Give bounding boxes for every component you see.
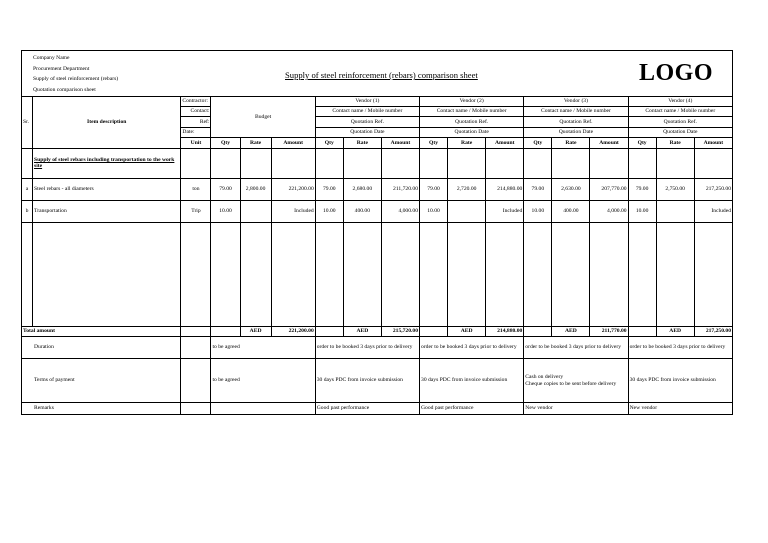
filler [315,327,343,337]
filler [271,149,315,179]
vendor-3-qty: 79.00 [524,179,552,201]
table-row [22,179,733,201]
payment-row [22,359,733,403]
logo: LOGO [639,60,714,86]
vendor-4-qty: 79.00 [628,179,656,201]
budget-qty: 79.00 [211,179,240,201]
filler [240,223,271,327]
vendor-3-date: Quotation Date [524,128,628,138]
vendor-3-total: 211,770.00 [590,327,628,337]
vendor-3-currency: AED [552,327,590,337]
budget-qty-header: Qty [211,138,240,149]
filler [694,223,732,327]
filler [181,149,211,179]
remarks-row [22,403,733,415]
sheet-header [21,50,733,96]
vendor-3-rate-header: Rate [552,138,590,149]
budget-remarks [211,403,315,415]
vendor-3-payment: Cash on delivery Cheque copies to be sent before delivery [524,359,628,403]
vendor-1-rate-header: Rate [343,138,381,149]
filler [420,327,448,337]
budget-currency: AED [240,327,271,337]
duration-row [22,337,733,359]
contact-label: Contact: [181,107,211,117]
vendor-1-name: Vendor (1) [315,97,419,107]
vendor-3-qty: 10.00 [524,201,552,223]
filler [656,223,694,327]
vendor-4-remarks: New vendor [628,403,732,415]
vendor-2-duration: order to be booked 3 days prior to delivery [420,337,524,359]
payment-label: Terms of payment [22,359,181,403]
vendor-3-name: Vendor (3) [524,97,628,107]
filler [181,223,211,327]
vendor-4-name: Vendor (4) [628,97,732,107]
sr-cell-low [22,128,33,138]
section-title: Supply of steel rebars including transportation to the work site [33,149,181,179]
vendor-4-qty-header: Qty [628,138,656,149]
comparison-table [21,96,733,415]
section-sr [22,149,33,179]
vendor-4-amount: 217,250.00 [694,179,732,201]
filler [590,223,628,327]
filler [524,327,552,337]
item-sr: a [22,179,33,201]
table-row [22,201,733,223]
vendor-2-total: 214,880.00 [486,327,524,337]
desc-cell-mid [33,107,181,117]
vendor-4-contact: Contact name / Mobile number [628,107,732,117]
filler [524,149,552,179]
desc-cell-low [33,128,181,138]
budget-amount-header: Amount [271,138,315,149]
filler [420,223,448,327]
vendor-1-date: Quotation Date [315,128,419,138]
vendor-4-rate: 2,750.00 [656,179,694,201]
vendor-1-amount: 4,000.00 [381,201,419,223]
filler [486,149,524,179]
filler [211,327,240,337]
filler [656,149,694,179]
budget-amount: 221,200.00 [271,179,315,201]
filler [240,149,271,179]
vendor-4-rate-header: Rate [656,138,694,149]
vendor-2-amount: 214,880.00 [486,179,524,201]
company-name: Company Name [33,55,70,61]
vendor-4-payment: 30 days PDC from invoice submission [628,359,732,403]
vendor-2-amount-header: Amount [486,138,524,149]
vendor-2-qty-header: Qty [420,138,448,149]
sheet-title: Supply of steel reinforcement (rebars) comparison sheet [285,70,478,80]
filler [486,223,524,327]
vendor-2-rate [448,201,486,223]
filler [315,223,343,327]
vendor-2-remarks: Good past performance [420,403,524,415]
vendor-1-remarks: Good past performance [315,403,419,415]
vendor-3-amount: 207,770.00 [590,179,628,201]
filler [343,223,381,327]
date-label: Date: [181,128,211,138]
project-name: Supply of steel reinforcement (rebars) [33,76,119,82]
filler [381,149,419,179]
vendor-2-ref: Quotation Ref. [420,117,524,128]
vendor-1-currency: AED [343,327,381,337]
budget-rate [240,201,271,223]
item-description: Transportation [33,201,181,223]
comparison-sheet [21,50,733,415]
vendor-4-ref: Quotation Ref. [628,117,732,128]
filler [628,327,656,337]
desc-cell-top [33,97,181,107]
vendor-3-ref: Quotation Ref. [524,117,628,128]
unit-header: Unit [181,138,211,149]
budget-rate: 2,800.00 [240,179,271,201]
filler [33,223,181,327]
filler [628,223,656,327]
vendor-3-contact: Contact name / Mobile number [524,107,628,117]
filler [211,149,240,179]
item-sr: b [22,201,33,223]
filler [181,327,211,337]
filler [381,223,419,327]
vendor-4-date: Quotation Date [628,128,732,138]
vendor-2-name: Vendor (2) [420,97,524,107]
vendor-2-date: Quotation Date [420,128,524,138]
remarks-label: Remarks [22,403,181,415]
vendor-3-amount: 4,000.00 [590,201,628,223]
ref-label: Ref: [181,117,211,128]
vendor-2-qty: 79.00 [420,179,448,201]
desc-cell-bottom [33,138,181,149]
vendor-3-amount-header: Amount [590,138,628,149]
filler [552,149,590,179]
vendor-2-payment: 30 days PDC from invoice submission [420,359,524,403]
vendor-1-duration: order to be booked 3 days prior to delivery [315,337,419,359]
item-unit: Trip [181,201,211,223]
vendor-2-amount: Included [486,201,524,223]
vendor-4-amount-header: Amount [694,138,732,149]
filler [420,149,448,179]
filler [694,149,732,179]
vendor-2-rate-header: Rate [448,138,486,149]
vendor-1-qty-header: Qty [315,138,343,149]
vendor-1-ref: Quotation Ref. [315,117,419,128]
filler [524,223,552,327]
filler [343,149,381,179]
budget-qty: 10.00 [211,201,240,223]
vendor-1-qty: 79.00 [315,179,343,201]
budget-payment: to be agreed [211,359,315,403]
vendor-1-total: 215,720.00 [381,327,419,337]
filler [448,223,486,327]
vendor-4-amount: Included [694,201,732,223]
vendor-1-qty: 10.00 [315,201,343,223]
duration-label: Duration [22,337,181,359]
vendor-1-rate: 2,680.00 [343,179,381,201]
item-description-header: Item description [33,117,181,128]
filler [22,223,33,327]
vendor-4-qty: 10.00 [628,201,656,223]
contractor-label: Contractor: [181,97,211,107]
filler [211,223,240,327]
vendor-3-rate: 400.00 [552,201,590,223]
budget-total: 221,200.00 [271,327,315,337]
item-unit: ton [181,179,211,201]
filler [181,359,211,403]
budget-amount: Included [271,201,315,223]
total-label: Total amount [22,327,181,337]
item-description: Steel rebars - all diameters [33,179,181,201]
sr-header: Sr. [22,117,33,128]
filler [271,223,315,327]
filler [628,149,656,179]
vendor-1-amount: 211,720.00 [381,179,419,201]
vendor-1-rate: 400.00 [343,201,381,223]
vendor-3-duration: order to be booked 3 days prior to delivery [524,337,628,359]
budget-duration: to be agreed [211,337,315,359]
vendor-1-amount-header: Amount [381,138,419,149]
vendor-2-contact: Contact name / Mobile number [420,107,524,117]
vendor-3-rate: 2,630.00 [552,179,590,201]
filler [315,149,343,179]
filler [552,223,590,327]
sr-cell-mid [22,107,33,117]
vendor-4-rate [656,201,694,223]
vendor-4-duration: order to be booked 3 days prior to delivery [628,337,732,359]
sr-cell-top [22,97,33,107]
filler [181,337,211,359]
vendor-1-contact: Contact name / Mobile number [315,107,419,117]
vendor-2-currency: AED [448,327,486,337]
vendor-4-currency: AED [656,327,694,337]
vendor-3-qty-header: Qty [524,138,552,149]
filler [448,149,486,179]
vendor-3-remarks: New vendor [524,403,628,415]
filler [181,403,211,415]
vendor-2-rate: 2,720.00 [448,179,486,201]
vendor-4-total: 217,250.00 [694,327,732,337]
vendor-2-qty: 10.00 [420,201,448,223]
document-type: Quotation comparison sheet [33,87,96,93]
sr-cell-bottom [22,138,33,149]
budget-header: Budget [211,97,315,138]
vendor-1-payment: 30 days PDC from invoice submission [315,359,419,403]
budget-rate-header: Rate [240,138,271,149]
filler [590,149,628,179]
department-name: Procurement Department [33,66,90,72]
total-row [22,327,733,337]
